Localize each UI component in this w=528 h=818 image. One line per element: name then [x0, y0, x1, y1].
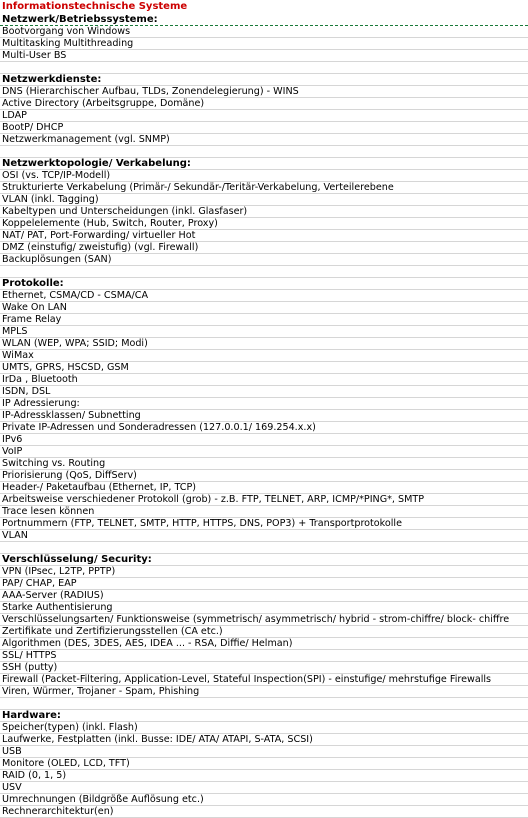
list-item[interactable]: Portnummern (FTP, TELNET, SMTP, HTTP, HTTPS, DNS, POP3) + Transportprotokolle — [0, 518, 528, 530]
list-item[interactable]: Arbeitsweise verschiedener Protokoll (grob) - z.B. FTP, TELNET, ARP, ICMP/*PING*, SMTP — [0, 494, 528, 506]
list-item[interactable]: USB — [0, 746, 528, 758]
list-item[interactable]: Netzwerkmanagement (vgl. SNMP) — [0, 134, 528, 146]
list-item[interactable]: Private IP-Adressen und Sonderadressen (127.0.0.1/ 169.254.x.x) — [0, 422, 528, 434]
list-item[interactable]: WLAN (WEP, WPA; SSID; Modi) — [0, 338, 528, 350]
list-item[interactable]: NAT/ PAT, Port-Forwarding/ virtueller Hot — [0, 230, 528, 242]
sheet-title: Informationstechnische Systeme — [2, 1, 188, 12]
list-item[interactable]: Umrechnungen (Bildgröße Auflösung etc.) — [0, 794, 528, 806]
list-item[interactable]: VoIP — [0, 446, 528, 458]
list-item[interactable]: SSH (putty) — [0, 662, 528, 674]
list-item[interactable]: Header-/ Paketaufbau (Ethernet, IP, TCP) — [0, 482, 528, 494]
list-item[interactable]: DNS (Hierarchischer Aufbau, TLDs, Zonendelegierung) - WINS — [0, 86, 528, 98]
section-header[interactable]: Verschlüsselung/ Security: — [0, 554, 528, 566]
section-header[interactable]: Netzwerk/Betriebssysteme: — [0, 14, 528, 26]
list-item[interactable]: Laufwerke, Festplatten (inkl. Busse: IDE/ ATA/ ATAPI, S-ATA, SCSI) — [0, 734, 528, 746]
list-item[interactable]: Multi-User BS — [0, 50, 528, 62]
list-item[interactable]: Priorisierung (QoS, DiffServ) — [0, 470, 528, 482]
section-header[interactable]: Hardware: — [0, 710, 528, 722]
list-item[interactable]: Active Directory (Arbeitsgruppe, Domäne) — [0, 98, 528, 110]
list-item[interactable]: Algorithmen (DES, 3DES, AES, IDEA ... - RSA, Diffie/ Helman) — [0, 638, 528, 650]
empty-row[interactable] — [0, 266, 528, 278]
list-item[interactable]: IP Adressierung: — [0, 398, 528, 410]
list-item[interactable]: AAA-Server (RADIUS) — [0, 590, 528, 602]
list-item[interactable]: Verschlüsselungsarten/ Funktionsweise (symmetrisch/ asymmetrisch/ hybrid - strom-chiffre/ block- chiffre — [0, 614, 528, 626]
empty-row[interactable] — [0, 146, 528, 158]
list-item[interactable]: Kabeltypen und Unterscheidungen (inkl. Glasfaser) — [0, 206, 528, 218]
list-item[interactable]: PAP/ CHAP, EAP — [0, 578, 528, 590]
list-item[interactable]: ISDN, DSL — [0, 386, 528, 398]
list-item[interactable]: Ethernet, CSMA/CD - CSMA/CA — [0, 290, 528, 302]
list-item[interactable]: Multitasking Multithreading — [0, 38, 528, 50]
list-item[interactable]: Switching vs. Routing — [0, 458, 528, 470]
list-item[interactable]: Firewall (Packet-Filtering, Application-Level, Stateful Inspection(SPI) - einstufige/ mehrstufige Firewalls — [0, 674, 528, 686]
list-item[interactable]: IrDa , Bluetooth — [0, 374, 528, 386]
list-item[interactable]: Trace lesen können — [0, 506, 528, 518]
section-header[interactable]: Netzwerkdienste: — [0, 74, 528, 86]
list-item[interactable]: Monitore (OLED, LCD, TFT) — [0, 758, 528, 770]
list-item[interactable]: VLAN — [0, 530, 528, 542]
list-item[interactable]: Backuplösungen (SAN) — [0, 254, 528, 266]
list-item[interactable]: Koppelelemente (Hub, Switch, Router, Proxy) — [0, 218, 528, 230]
list-item[interactable]: VLAN (inkl. Tagging) — [0, 194, 528, 206]
list-item[interactable]: UMTS, GPRS, HSCSD, GSM — [0, 362, 528, 374]
list-item[interactable]: Wake On LAN — [0, 302, 528, 314]
list-item[interactable]: OSI (vs. TCP/IP-Modell) — [0, 170, 528, 182]
list-item[interactable]: Rechnerarchitektur(en) — [0, 806, 528, 818]
list-item[interactable]: IP-Adressklassen/ Subnetting — [0, 410, 528, 422]
list-item[interactable]: WiMax — [0, 350, 528, 362]
list-item[interactable]: SSL/ HTTPS — [0, 650, 528, 662]
list-item[interactable]: VPN (IPsec, L2TP, PPTP) — [0, 566, 528, 578]
list-item[interactable]: Zertifikate und Zertifizierungsstellen (CA etc.) — [0, 626, 528, 638]
list-item[interactable]: Speicher(typen) (inkl. Flash) — [0, 722, 528, 734]
empty-row[interactable] — [0, 62, 528, 74]
list-item[interactable]: DMZ (einstufig/ zweistufig) (vgl. Firewall) — [0, 242, 528, 254]
list-item[interactable]: RAID (0, 1, 5) — [0, 770, 528, 782]
list-item[interactable]: Frame Relay — [0, 314, 528, 326]
list-item[interactable]: Bootvorgang von Windows — [0, 26, 528, 38]
list-item[interactable]: IPv6 — [0, 434, 528, 446]
empty-row[interactable] — [0, 542, 528, 554]
list-item[interactable]: BootP/ DHCP — [0, 122, 528, 134]
list-item[interactable]: MPLS — [0, 326, 528, 338]
section-header[interactable]: Netzwerktopologie/ Verkabelung: — [0, 158, 528, 170]
section-header[interactable]: Protokolle: — [0, 278, 528, 290]
list-item[interactable]: Strukturierte Verkabelung (Primär-/ Sekundär-/Teritär-Verkabelung, Verteilerebene — [0, 182, 528, 194]
list-item[interactable]: Viren, Würmer, Trojaner - Spam, Phishing — [0, 686, 528, 698]
list-item[interactable]: LDAP — [0, 110, 528, 122]
list-item[interactable]: Starke Authentisierung — [0, 602, 528, 614]
empty-row[interactable] — [0, 698, 528, 710]
list-item[interactable]: USV — [0, 782, 528, 794]
